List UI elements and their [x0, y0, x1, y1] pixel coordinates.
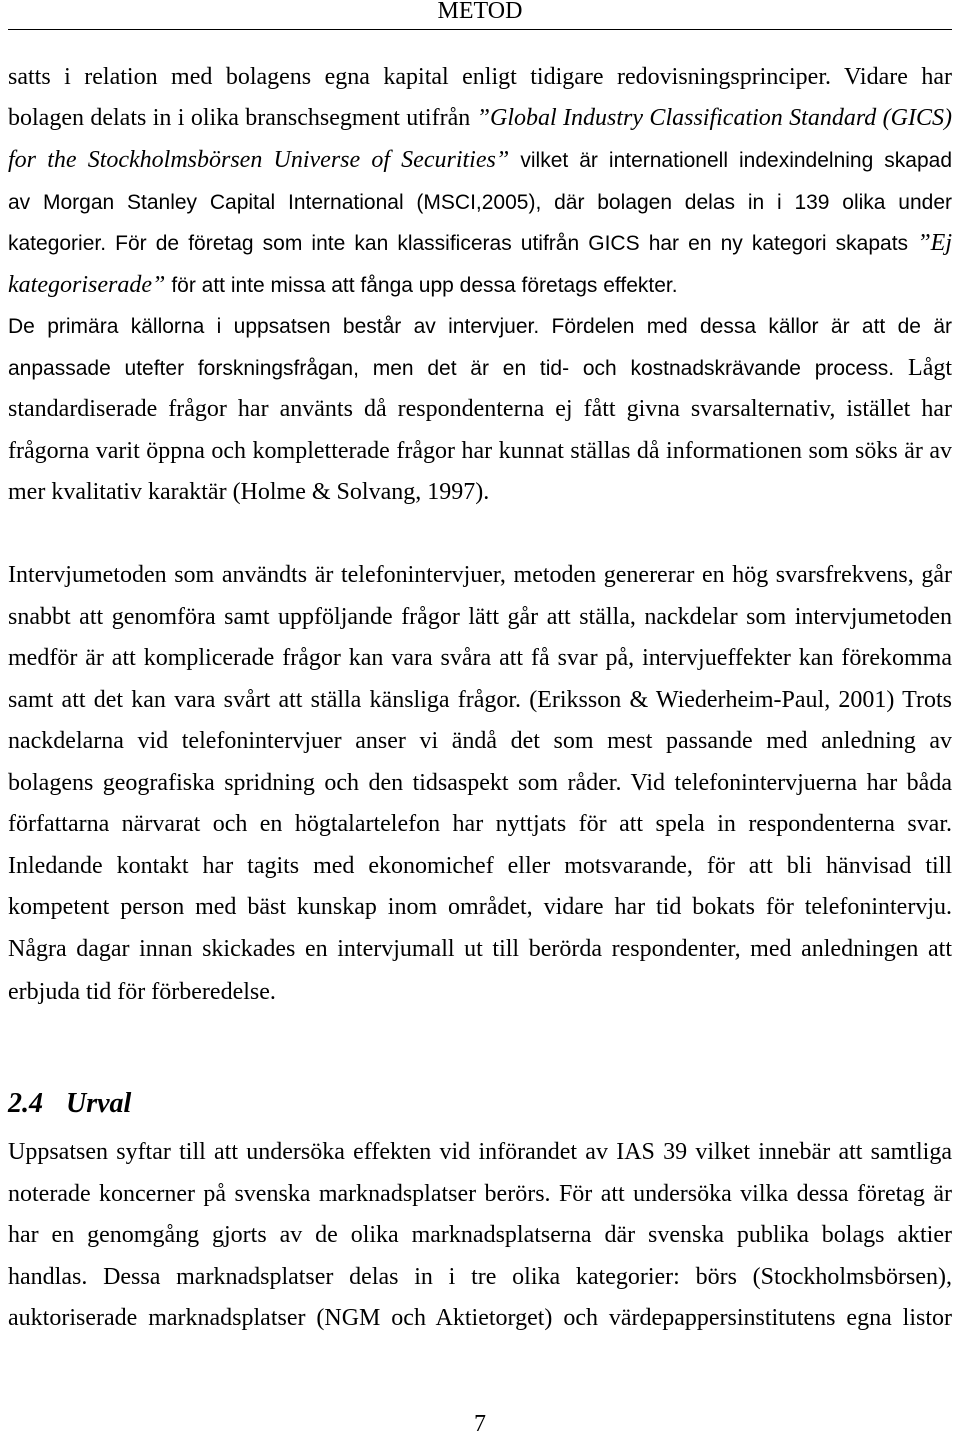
text-line	[8, 934, 956, 966]
italic-segment: ”Ej	[917, 230, 952, 256]
section-number: 2.4	[8, 1088, 43, 1119]
text-segment: samt att det kan vara svårt att ställa känsliga frågor. (Eriksson & Wiederheim-Paul, 2001) Trots	[8, 687, 952, 713]
text-line	[8, 187, 956, 219]
section-title: Urval	[66, 1088, 132, 1119]
italic-segment: kategoriserade”	[8, 272, 166, 298]
text-segment: handlas. Dessa marknadsplatser delas in i tre olika kategorier: börs (Stockholmsbörsen),	[8, 1264, 952, 1290]
text-segment: standardiserade frågor har använts då respondenterna ej fått givna svarsalternativ, istället har	[8, 396, 952, 422]
text-segment: vilket är internationell indexindelning skapad	[520, 149, 953, 172]
text-segment: erbjuda tid för förberedelse.	[8, 979, 276, 1005]
text-line	[8, 892, 956, 924]
text-line	[8, 685, 956, 717]
running-header: METOD	[437, 0, 523, 24]
text-segment: Uppsatsen syftar till att undersöka effekten vid införandet av IAS 39 vilket innebär att samtliga	[8, 1139, 952, 1165]
text-line	[8, 809, 956, 841]
text-line	[8, 602, 956, 634]
text-segment: Intervjumetoden som användts är telefonintervjuer, metoden genererar en hög svarsfrekvens, går	[8, 562, 952, 588]
text-line	[8, 228, 956, 260]
text-segment: anpassade utefter forskningsfrågan, men det är en tid- och kostnadskrävande process.	[8, 357, 895, 380]
italic-segment: for the Stockholmsbörsen Universe of Securities”	[8, 147, 510, 173]
text-line	[8, 851, 956, 883]
text-line	[8, 477, 956, 509]
text-segment: bolagen delats in i olika branschsegment utifrån	[8, 105, 471, 131]
text-line	[8, 353, 956, 385]
text-segment: bolagens geografiska spridning och den tidsaspekt som råder. Vid telefonintervjuerna har båda	[8, 770, 952, 796]
text-segment: har en genomgång gjorts av de olika marknadsplatserna där svenska publika bolags aktier	[8, 1222, 952, 1248]
text-line	[8, 1262, 956, 1294]
text-segment: kategorier. För de företag som inte kan klassificeras utifrån GICS har en ny kategori skapats	[8, 232, 909, 255]
text-segment: Inledande kontakt har tagits med ekonomichef eller motsvarande, för att bli hänvisad till	[8, 853, 952, 879]
text-line	[8, 436, 956, 468]
text-segment: snabbt att genomföra samt uppföljande frågor lätt går att ställa, nackdelar som intervjumetoden	[8, 604, 952, 630]
text-segment: Lågt	[908, 355, 953, 381]
text-line	[8, 103, 956, 135]
text-line	[8, 270, 956, 302]
text-segment: auktoriserade marknadsplatser (NGM och Aktietorget) och värdepappersinstitutens egna listor	[8, 1305, 952, 1331]
text-segment: av Morgan Stanley Capital International (MSCI,2005), där bolagen delas in i 139 olika under	[8, 191, 952, 214]
text-segment: satts i relation med bolagens egna kapital enligt tidigare redovisningsprinciper. Vidare har	[8, 64, 952, 90]
text-line	[8, 726, 956, 758]
text-line	[8, 768, 956, 800]
text-segment: för att inte missa att fånga upp dessa företags effekter.	[171, 274, 678, 297]
section-heading	[8, 1087, 131, 1121]
page-number: 7	[474, 1411, 486, 1437]
text-segment: medför är att komplicerade frågor kan vara svåra att få svar på, intervjueffekter kan förekomma	[8, 645, 952, 671]
text-line	[8, 1303, 956, 1335]
text-line	[8, 1179, 956, 1211]
text-segment: kompetent person med bäst kunskap inom området, vidare har tid bokats för telefonintervju.	[8, 894, 952, 920]
text-segment: mer kvalitativ karaktär (Holme & Solvang, 1997).	[8, 479, 490, 505]
text-line	[8, 1220, 956, 1252]
italic-segment: ”Global Industry Classification Standard (GICS)	[476, 105, 953, 131]
text-line	[8, 977, 956, 1009]
text-line	[8, 560, 956, 592]
text-line	[8, 145, 956, 177]
text-segment: De primära källorna i uppsatsen består av intervjuer. Fördelen med dessa källor är att de är	[8, 315, 952, 338]
header-rule	[8, 29, 952, 30]
text-segment: nackdelarna vid telefonintervjuer anser vi ändå det som mest passande med anledning av	[8, 728, 952, 754]
text-line	[8, 394, 956, 426]
text-segment: Några dagar innan skickades en intervjumall ut till berörda respondenter, med anledningen att	[8, 936, 952, 962]
text-segment: författarna närvarat och en högtalartelefon har nyttjats för att spela in respondenterna svar.	[8, 811, 952, 837]
text-line	[8, 643, 956, 675]
text-segment: frågorna varit öppna och kompletterade frågor har kunnat ställas då informationen som söks är av	[8, 438, 952, 464]
text-segment: noterade koncerner på svenska marknadsplatser berörs. För att undersöka vilka dessa företag är	[8, 1181, 952, 1207]
text-line	[8, 311, 956, 343]
text-line	[8, 62, 956, 94]
text-line	[8, 1137, 956, 1169]
